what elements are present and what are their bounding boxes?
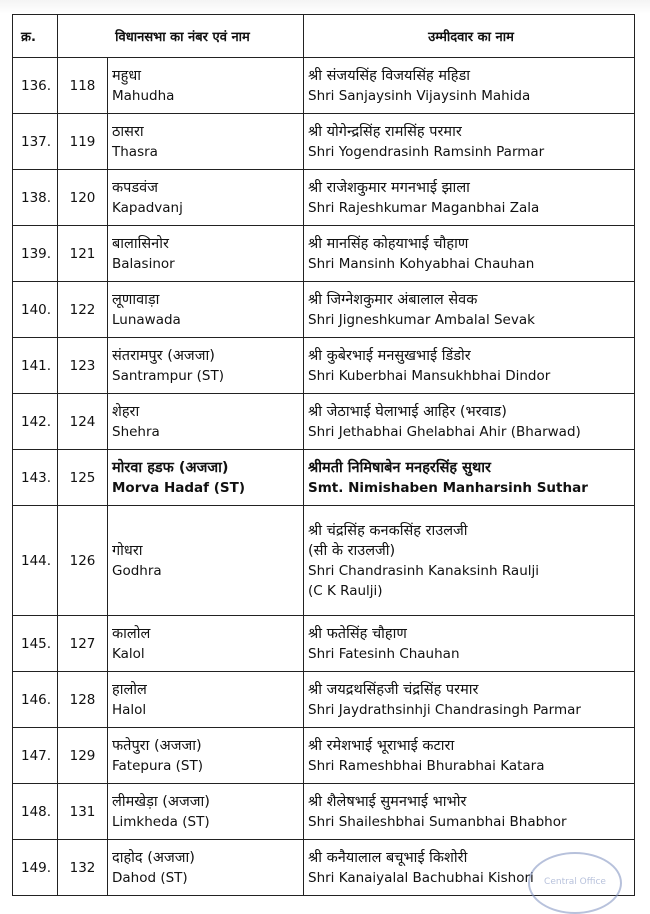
constituency-name-english: Morva Hadaf (ST) [112, 479, 246, 496]
top-edge [0, 0, 650, 14]
serial-number: 140. [13, 282, 58, 338]
candidate-name-hindi: श्री चंद्रसिंह कनकसिंह राउलजी [308, 522, 468, 539]
constituency-name [108, 450, 304, 506]
table-row [13, 784, 635, 840]
table-body [13, 58, 635, 896]
constituency-name-hindi: शेहरा [112, 403, 140, 420]
constituency-name-hindi: लूणावाड़ा [112, 291, 160, 308]
constituency-name-hindi: ठासरा [112, 123, 144, 140]
candidate-name [304, 450, 635, 506]
candidate-name [304, 394, 635, 450]
assembly-number: 119 [58, 114, 108, 170]
stamp-text: Central Office [544, 877, 606, 887]
constituency-name-english: Halol [112, 701, 147, 718]
candidate-name-hindi: श्री राजेशकुमार मगनभाई झाला [308, 179, 470, 196]
table-header-row [13, 15, 635, 58]
table-row [13, 450, 635, 506]
table-row [13, 170, 635, 226]
constituency-name [108, 226, 304, 282]
table-row [13, 728, 635, 784]
constituency-name-hindi: गोधरा [112, 542, 143, 559]
candidate-name [304, 282, 635, 338]
candidate-name-english: Shri Shaileshbhai Sumanbhai Bhabhor [308, 813, 567, 830]
candidate-name-english: Shri Rameshbhai Bhurabhai Katara [308, 757, 545, 774]
constituency-name-hindi: लीमखेड़ा (अजजा) [112, 793, 210, 810]
candidate-name-hindi: श्री रमेशभाई भूराभाई कटारा [308, 737, 455, 754]
constituency-name-english: Shehra [112, 423, 160, 440]
candidate-name [304, 784, 635, 840]
candidate-name-hindi: श्री जयद्रथसिंहजी चंद्रसिंह परमार [308, 681, 479, 698]
constituency-name [108, 506, 304, 616]
constituency-name-hindi: कालोल [112, 625, 151, 642]
candidate-name-english: Shri Jethabhai Ghelabhai Ahir (Bharwad) [308, 423, 581, 440]
constituency-name-hindi: हालोल [112, 681, 147, 698]
candidate-name-english: Shri Kanaiyalal Bachubhai Kishori [308, 869, 534, 886]
assembly-number: 121 [58, 226, 108, 282]
assembly-number: 131 [58, 784, 108, 840]
assembly-number: 118 [58, 58, 108, 114]
constituency-name-english: Limkheda (ST) [112, 813, 210, 830]
assembly-number: 120 [58, 170, 108, 226]
constituency-name [108, 338, 304, 394]
serial-number: 142. [13, 394, 58, 450]
assembly-number: 122 [58, 282, 108, 338]
assembly-number: 129 [58, 728, 108, 784]
table-row [13, 394, 635, 450]
candidate-name-hindi: श्री जेठाभाई घेलाभाई आहिर (भरवाड) [308, 403, 507, 420]
constituency-name [108, 728, 304, 784]
candidate-name-hindi: श्री कनैयालाल बचूभाई किशोरी [308, 849, 468, 866]
constituency-name [108, 282, 304, 338]
constituency-name [108, 784, 304, 840]
header-constituency: विधानसभा का नंबर एवं नाम [58, 15, 304, 58]
candidate-name [304, 506, 635, 616]
serial-number: 137. [13, 114, 58, 170]
table-row [13, 226, 635, 282]
candidate-name-hindi: श्री जिग्नेशकुमार अंबालाल सेवक [308, 291, 478, 308]
table-row [13, 114, 635, 170]
constituency-name [108, 394, 304, 450]
constituency-name-english: Fatepura (ST) [112, 757, 203, 774]
header-candidate: उम्मीदवार का नाम [304, 15, 635, 58]
table-row [13, 506, 635, 616]
constituency-name [108, 58, 304, 114]
candidate-name-hindi: श्री फतेसिंह चौहाण [308, 625, 407, 642]
constituency-name-hindi: बालासिनोर [112, 235, 169, 252]
constituency-name-english: Santrampur (ST) [112, 367, 224, 384]
candidate-name-english: Shri Jaydrathsinhji Chandrasingh Parmar [308, 701, 581, 718]
constituency-name-english: Godhra [112, 562, 162, 579]
serial-number: 143. [13, 450, 58, 506]
candidate-name-hindi: श्री योगेन्द्रसिंह रामसिंह परमार [308, 123, 462, 140]
assembly-number: 127 [58, 616, 108, 672]
serial-number: 138. [13, 170, 58, 226]
candidate-name-english: Shri Jigneshkumar Ambalal Sevak [308, 311, 535, 328]
constituency-name-hindi: महुधा [112, 67, 142, 84]
candidate-name [304, 616, 635, 672]
assembly-number: 124 [58, 394, 108, 450]
candidate-name-hindi: (सी के राउलजी) [308, 542, 396, 559]
serial-number: 149. [13, 840, 58, 896]
constituency-name-english: Thasra [112, 143, 158, 160]
constituency-name-english: Lunawada [112, 311, 181, 328]
assembly-number: 123 [58, 338, 108, 394]
assembly-number: 128 [58, 672, 108, 728]
candidate-name-english: Shri Mansinh Kohyabhai Chauhan [308, 255, 535, 272]
office-stamp [528, 852, 622, 914]
table-row [13, 282, 635, 338]
header-serial: क्र. [13, 15, 58, 58]
constituency-name-english: Kapadvanj [112, 199, 183, 216]
candidate-name-hindi: श्री कुबेरभाई मनसुखभाई डिंडोर [308, 347, 471, 364]
candidate-name [304, 672, 635, 728]
table-row [13, 338, 635, 394]
candidate-name [304, 226, 635, 282]
serial-number: 144. [13, 506, 58, 616]
candidate-name [304, 170, 635, 226]
assembly-number: 126 [58, 506, 108, 616]
candidate-name-english: Shri Yogendrasinh Ramsinh Parmar [308, 143, 545, 160]
table-row [13, 672, 635, 728]
constituency-name-english: Balasinor [112, 255, 175, 272]
candidate-name-english: Shri Rajeshkumar Maganbhai Zala [308, 199, 540, 216]
constituency-name [108, 840, 304, 896]
constituency-name-hindi: मोरवा हडफ (अजजा) [112, 459, 229, 476]
constituency-name-english: Kalol [112, 645, 145, 662]
candidate-name-hindi: श्रीमती निमिषाबेन मनहरसिंह सुथार [308, 459, 491, 476]
candidate-name-hindi: श्री संजयसिंह विजयसिंह महिडा [308, 67, 470, 84]
constituency-name [108, 616, 304, 672]
candidate-name-english: Shri Kuberbhai Mansukhbhai Dindor [308, 367, 551, 384]
constituency-name-english: Dahod (ST) [112, 869, 188, 886]
serial-number: 146. [13, 672, 58, 728]
table-row [13, 616, 635, 672]
candidate-name [304, 338, 635, 394]
candidate-name-english: Smt. Nimishaben Manharsinh Suthar [308, 479, 588, 496]
assembly-number: 132 [58, 840, 108, 896]
constituency-name [108, 170, 304, 226]
serial-number: 136. [13, 58, 58, 114]
constituency-name-english: Mahudha [112, 87, 175, 104]
candidate-name-english: Shri Chandrasinh Kanaksinh Raulji [308, 562, 539, 579]
serial-number: 148. [13, 784, 58, 840]
candidate-name-english: Shri Sanjaysinh Vijaysinh Mahida [308, 87, 531, 104]
constituency-name-hindi: कपडवंज [112, 179, 158, 196]
candidate-name-english: Shri Fatesinh Chauhan [308, 645, 460, 662]
table-row [13, 58, 635, 114]
candidate-name-hindi: श्री मानसिंह कोहयाभाई चौहाण [308, 235, 469, 252]
serial-number: 141. [13, 338, 58, 394]
assembly-number: 125 [58, 450, 108, 506]
constituency-name-hindi: संतरामपुर (अजजा) [112, 347, 215, 364]
serial-number: 145. [13, 616, 58, 672]
serial-number: 147. [13, 728, 58, 784]
candidate-name-hindi: श्री शैलेषभाई सुमनभाई भाभोर [308, 793, 467, 810]
candidate-name-english: (C K Raulji) [308, 582, 383, 599]
candidate-name [304, 114, 635, 170]
constituency-name [108, 672, 304, 728]
candidate-name [304, 58, 635, 114]
constituency-name-hindi: फतेपुरा (अजजा) [112, 737, 202, 754]
candidate-name [304, 728, 635, 784]
constituency-name-hindi: दाहोद (अजजा) [112, 849, 195, 866]
serial-number: 139. [13, 226, 58, 282]
candidate-table [12, 14, 635, 896]
constituency-name [108, 114, 304, 170]
